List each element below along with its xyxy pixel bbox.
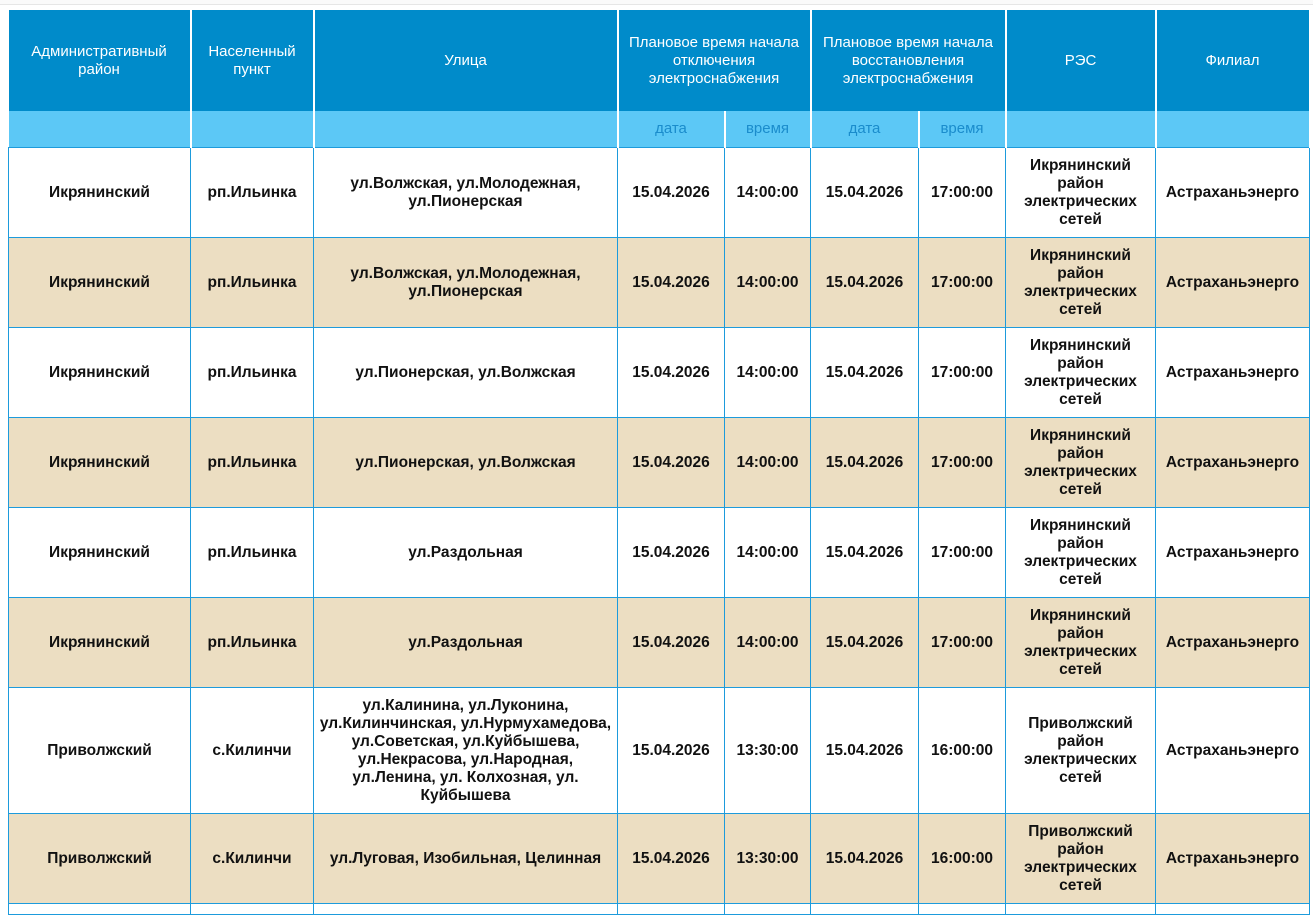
cell-res: Икрянинский район электрических сетей xyxy=(1006,598,1156,688)
header-street: Улица xyxy=(314,10,618,111)
header-locality: Населенный пункт xyxy=(191,10,314,111)
cell-locality: рп.Ильинка xyxy=(191,508,314,598)
header-outage-start: Плановое время начала отключения электроснабжения xyxy=(618,10,811,111)
outage-schedule-table xyxy=(8,10,1311,915)
table-row xyxy=(9,328,1310,418)
cell-on-date: 15.04.2026 xyxy=(811,508,919,598)
cell-branch: Астраханьэнерго xyxy=(1156,814,1310,904)
cell-district: Икрянинский xyxy=(9,418,191,508)
cell-branch: Астраханьэнерго xyxy=(1156,238,1310,328)
cell-on-time: 17:00:00 xyxy=(919,238,1006,328)
subheader-off-time: время xyxy=(725,111,811,148)
cell-off-date: 15.04.2026 xyxy=(618,508,725,598)
header-restore-start: Плановое время начала восстановления электроснабжения xyxy=(811,10,1006,111)
cell-locality: рп.Ильинка xyxy=(191,148,314,238)
cell-empty xyxy=(1156,904,1310,915)
cell-street: ул.Волжская, ул.Молодежная, ул.Пионерская xyxy=(314,148,618,238)
cell-street: ул.Раздольная xyxy=(314,508,618,598)
cell-off-time: 14:00:00 xyxy=(725,238,811,328)
cell-district: Икрянинский xyxy=(9,328,191,418)
cell-locality: рп.Ильинка xyxy=(191,328,314,418)
cell-res: Икрянинский район электрических сетей xyxy=(1006,418,1156,508)
cell-on-time: 17:00:00 xyxy=(919,508,1006,598)
cell-off-date: 15.04.2026 xyxy=(618,328,725,418)
cell-district: Икрянинский xyxy=(9,238,191,328)
cell-off-time: 14:00:00 xyxy=(725,148,811,238)
table-row xyxy=(9,508,1310,598)
cell-off-time: 13:30:00 xyxy=(725,814,811,904)
cell-empty xyxy=(618,904,725,915)
cell-district: Икрянинский xyxy=(9,598,191,688)
subheader-row xyxy=(9,111,1310,148)
cell-empty xyxy=(9,904,191,915)
cell-on-date: 15.04.2026 xyxy=(811,814,919,904)
cell-branch: Астраханьэнерго xyxy=(1156,688,1310,814)
cell-street: ул.Пионерская, ул.Волжская xyxy=(314,328,618,418)
header-branch: Филиал xyxy=(1156,10,1310,111)
cell-res: Икрянинский район электрических сетей xyxy=(1006,238,1156,328)
subheader-empty xyxy=(314,111,618,148)
cell-empty xyxy=(811,904,919,915)
header-res: РЭС xyxy=(1006,10,1156,111)
table-row xyxy=(9,148,1310,238)
cell-off-date: 15.04.2026 xyxy=(618,688,725,814)
subheader-off-date: дата xyxy=(618,111,725,148)
cell-on-date: 15.04.2026 xyxy=(811,688,919,814)
cell-res: Приволжский район электрических сетей xyxy=(1006,688,1156,814)
cell-street: ул.Волжская, ул.Молодежная, ул.Пионерская xyxy=(314,238,618,328)
cell-off-time: 14:00:00 xyxy=(725,508,811,598)
cell-off-date: 15.04.2026 xyxy=(618,418,725,508)
header-district: Административный район xyxy=(9,10,191,111)
page-top-border xyxy=(0,0,1313,5)
cell-empty xyxy=(1006,904,1156,915)
cell-district: Икрянинский xyxy=(9,148,191,238)
subheader-on-time: время xyxy=(919,111,1006,148)
cell-res: Икрянинский район электрических сетей xyxy=(1006,508,1156,598)
cell-on-time: 17:00:00 xyxy=(919,418,1006,508)
cell-on-date: 15.04.2026 xyxy=(811,238,919,328)
cell-locality: рп.Ильинка xyxy=(191,238,314,328)
cell-locality: с.Килинчи xyxy=(191,814,314,904)
cell-off-time: 14:00:00 xyxy=(725,598,811,688)
subheader-empty xyxy=(9,111,191,148)
cell-res: Икрянинский район электрических сетей xyxy=(1006,328,1156,418)
subheader-empty xyxy=(1156,111,1310,148)
cell-street: ул.Луговая, Изобильная, Целинная xyxy=(314,814,618,904)
cell-on-time: 16:00:00 xyxy=(919,814,1006,904)
cell-branch: Астраханьэнерго xyxy=(1156,148,1310,238)
cell-off-date: 15.04.2026 xyxy=(618,598,725,688)
cell-empty xyxy=(725,904,811,915)
table-row xyxy=(9,688,1310,814)
cell-on-time: 17:00:00 xyxy=(919,598,1006,688)
cell-on-date: 15.04.2026 xyxy=(811,148,919,238)
cell-branch: Астраханьэнерго xyxy=(1156,598,1310,688)
cell-empty xyxy=(919,904,1006,915)
table-row xyxy=(9,598,1310,688)
cell-on-time: 16:00:00 xyxy=(919,688,1006,814)
cell-on-time: 17:00:00 xyxy=(919,328,1006,418)
cell-street: ул.Калинина, ул.Луконина, ул.Килинчинская, ул.Нурмухамедова, ул.Советская, ул.Куйбышева, ул.Некрасова, ул.Народная, ул.Ленина, ул. Колхозная, ул. Куйбышева xyxy=(314,688,618,814)
cell-empty xyxy=(191,904,314,915)
cell-off-date: 15.04.2026 xyxy=(618,148,725,238)
cell-off-time: 14:00:00 xyxy=(725,418,811,508)
table-row xyxy=(9,814,1310,904)
subheader-on-date: дата xyxy=(811,111,919,148)
table-row xyxy=(9,238,1310,328)
cell-locality: рп.Ильинка xyxy=(191,598,314,688)
cell-street: ул.Пионерская, ул.Волжская xyxy=(314,418,618,508)
cell-res: Приволжский район электрических сетей xyxy=(1006,814,1156,904)
cell-street: ул.Раздольная xyxy=(314,598,618,688)
subheader-empty xyxy=(1006,111,1156,148)
cell-branch: Астраханьэнерго xyxy=(1156,508,1310,598)
table-body xyxy=(9,148,1310,915)
cell-on-date: 15.04.2026 xyxy=(811,598,919,688)
table-row-partial xyxy=(9,904,1310,915)
cell-locality: рп.Ильинка xyxy=(191,418,314,508)
cell-locality: с.Килинчи xyxy=(191,688,314,814)
cell-branch: Астраханьэнерго xyxy=(1156,328,1310,418)
cell-district: Приволжский xyxy=(9,688,191,814)
header-row xyxy=(9,10,1310,111)
cell-district: Икрянинский xyxy=(9,508,191,598)
cell-district: Приволжский xyxy=(9,814,191,904)
cell-on-date: 15.04.2026 xyxy=(811,328,919,418)
subheader-empty xyxy=(191,111,314,148)
cell-on-date: 15.04.2026 xyxy=(811,418,919,508)
cell-off-time: 14:00:00 xyxy=(725,328,811,418)
cell-off-date: 15.04.2026 xyxy=(618,238,725,328)
cell-off-date: 15.04.2026 xyxy=(618,814,725,904)
cell-off-time: 13:30:00 xyxy=(725,688,811,814)
cell-on-time: 17:00:00 xyxy=(919,148,1006,238)
table-row xyxy=(9,418,1310,508)
cell-res: Икрянинский район электрических сетей xyxy=(1006,148,1156,238)
cell-branch: Астраханьэнерго xyxy=(1156,418,1310,508)
cell-empty xyxy=(314,904,618,915)
